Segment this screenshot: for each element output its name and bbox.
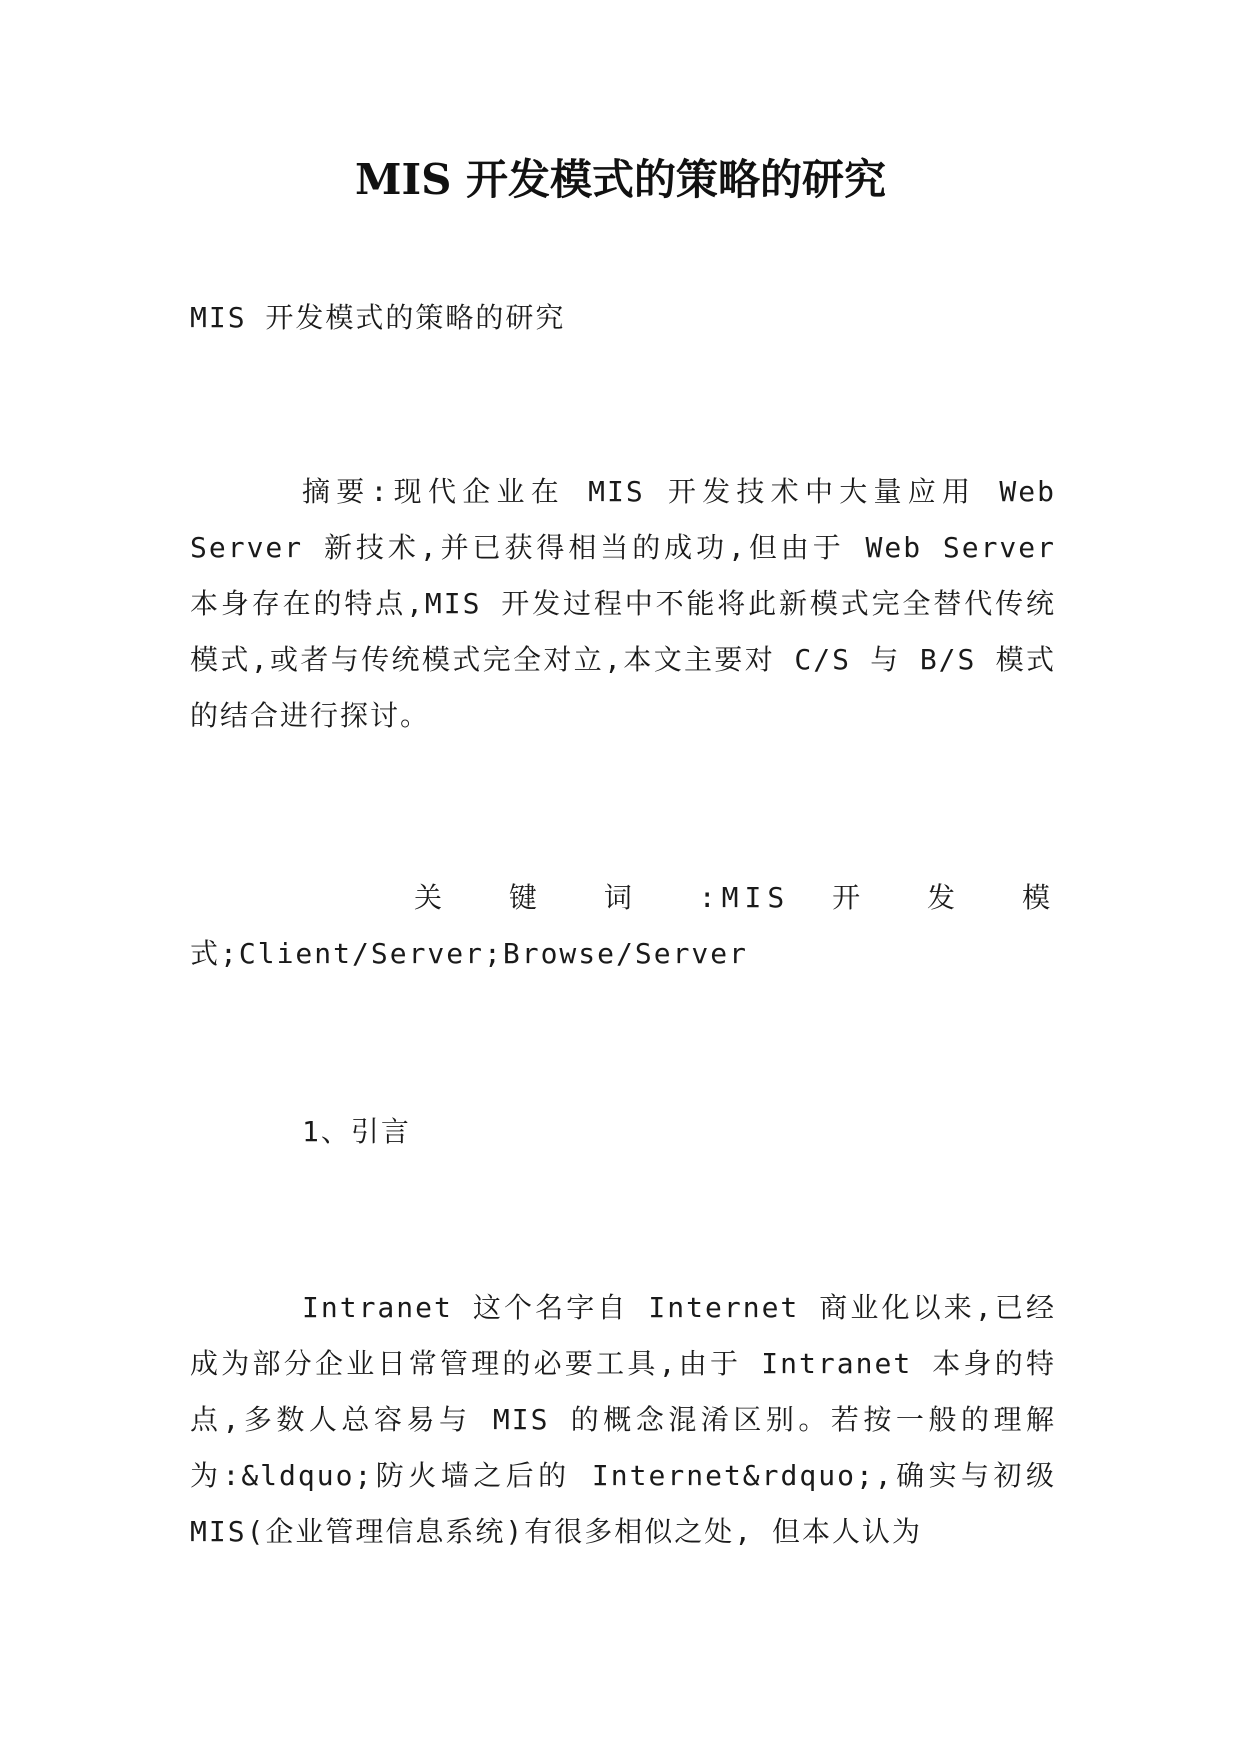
keywords-line-2: 式;Client/Server;Browse/Server (190, 937, 749, 970)
keywords-paragraph (190, 870, 1056, 982)
keywords-line-1: 关 键 词 :MIS 开 发 模 (414, 881, 1056, 914)
abstract-paragraph: 摘要:现代企业在 MIS 开发技术中大量应用 Web Server 新技术,并已获得相当的成功,但由于 Web Server 本身存在的特点,MIS 开发过程中不能将此新模式完全替代传统模式,或者与传统模式完全对立,本文主要对 C/S 与 B/S 模式的结合进行探讨。 (190, 475, 1056, 732)
introduction-paragraph: Intranet 这个名字自 Internet 商业化以来,已经成为部分企业日常管理的必要工具,由于 Intranet 本身的特点,多数人总容易与 MIS 的概念混淆区别。若按一般的理解为:&ldquo;防火墙之后的 Internet&rdquo;,确实与初级 MIS(企业管理信息系统)有很多相似之处, 但本人认为 (190, 1291, 1056, 1548)
section-heading-introduction: 1、引言 (302, 1115, 411, 1148)
document-title: MIS 开发模式的策略的研究 (354, 155, 887, 204)
document-subtitle: MIS 开发模式的策略的研究 (190, 301, 566, 334)
